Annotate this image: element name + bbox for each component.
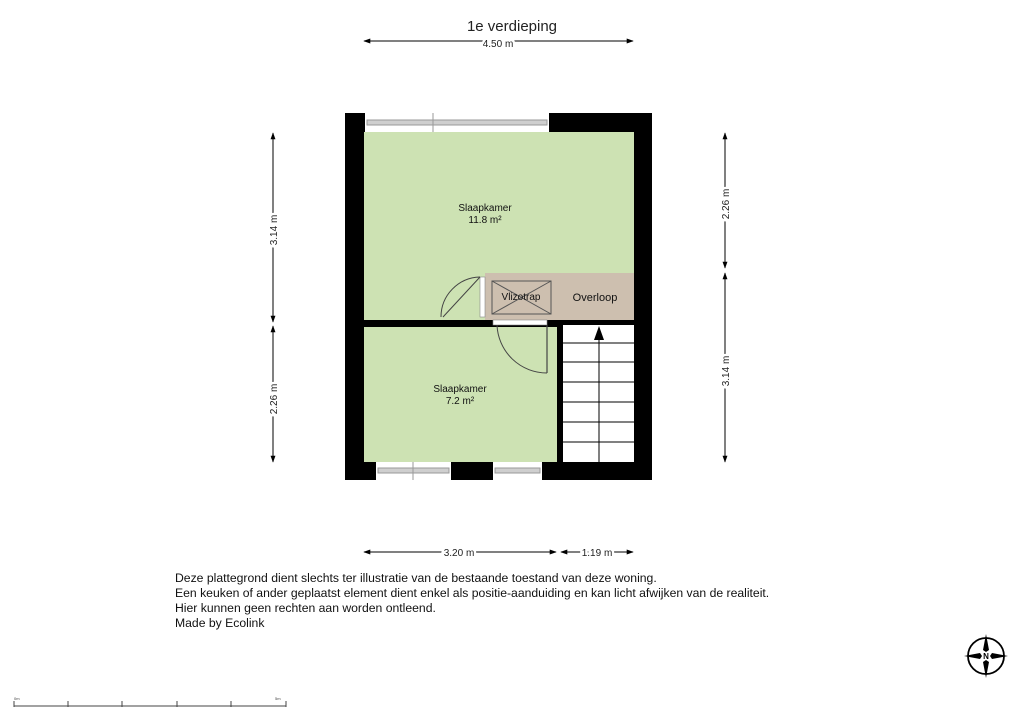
scale-bar: [14, 696, 286, 707]
room-area-bedroom-small: 7.2 m²: [445, 396, 475, 407]
staircase: [563, 325, 634, 462]
dimension-bottom-left-label: 3.20 m: [443, 548, 475, 559]
dimension-right-lower-label: 3.14 m: [721, 355, 732, 387]
room-label-bedroom-large: Slaapkamer: [458, 203, 512, 214]
scale-bar-end-label: 5m: [275, 696, 281, 701]
window-bottom-right: [493, 462, 542, 480]
disclaimer: [175, 571, 769, 631]
dimension-left-lower-label: 2.26 m: [269, 383, 280, 415]
dimension-top: [364, 39, 633, 50]
dimension-bottom-right-label: 1.19 m: [581, 548, 613, 559]
window-bottom-left: [376, 462, 451, 480]
attic-hatch-label: Vlizotrap: [501, 292, 541, 303]
room-label-bedroom-small: Slaapkamer: [433, 384, 487, 395]
compass-icon: [964, 634, 1008, 678]
disclaimer-line: Hier kunnen geen rechten aan worden ontleend.: [175, 601, 436, 615]
room-label-landing: Overloop: [572, 292, 618, 304]
compass-north-label: N: [983, 652, 989, 661]
room-bedroom-large-ext: [364, 268, 480, 320]
dimension-right-upper: [721, 133, 732, 268]
dimension-bottom-right: [561, 548, 633, 559]
dimension-left-upper: [269, 133, 280, 322]
disclaimer-credit: Made by Ecolink: [175, 616, 265, 630]
dimension-bottom-left: [364, 548, 556, 559]
window-top: [365, 113, 549, 132]
dimension-top-label: 4.50 m: [482, 39, 514, 50]
disclaimer-line: Een keuken of ander geplaatst element dient enkel als positie-aanduiding en kan licht afwijken van de realiteit.: [175, 586, 770, 600]
disclaimer-line: Deze plattegrond dient slechts ter illustratie van de bestaande toestand van deze woning.: [175, 571, 657, 585]
dimension-right-lower: [721, 273, 732, 462]
scale-bar-start-label: 0m: [14, 696, 20, 701]
dimension-right-upper-label: 2.26 m: [721, 188, 732, 220]
plan-title: 1e verdieping: [466, 18, 558, 35]
dimension-left-lower: [269, 326, 280, 462]
dimension-left-upper-label: 3.14 m: [269, 214, 280, 246]
room-area-bedroom-large: 11.8 m²: [468, 215, 502, 226]
